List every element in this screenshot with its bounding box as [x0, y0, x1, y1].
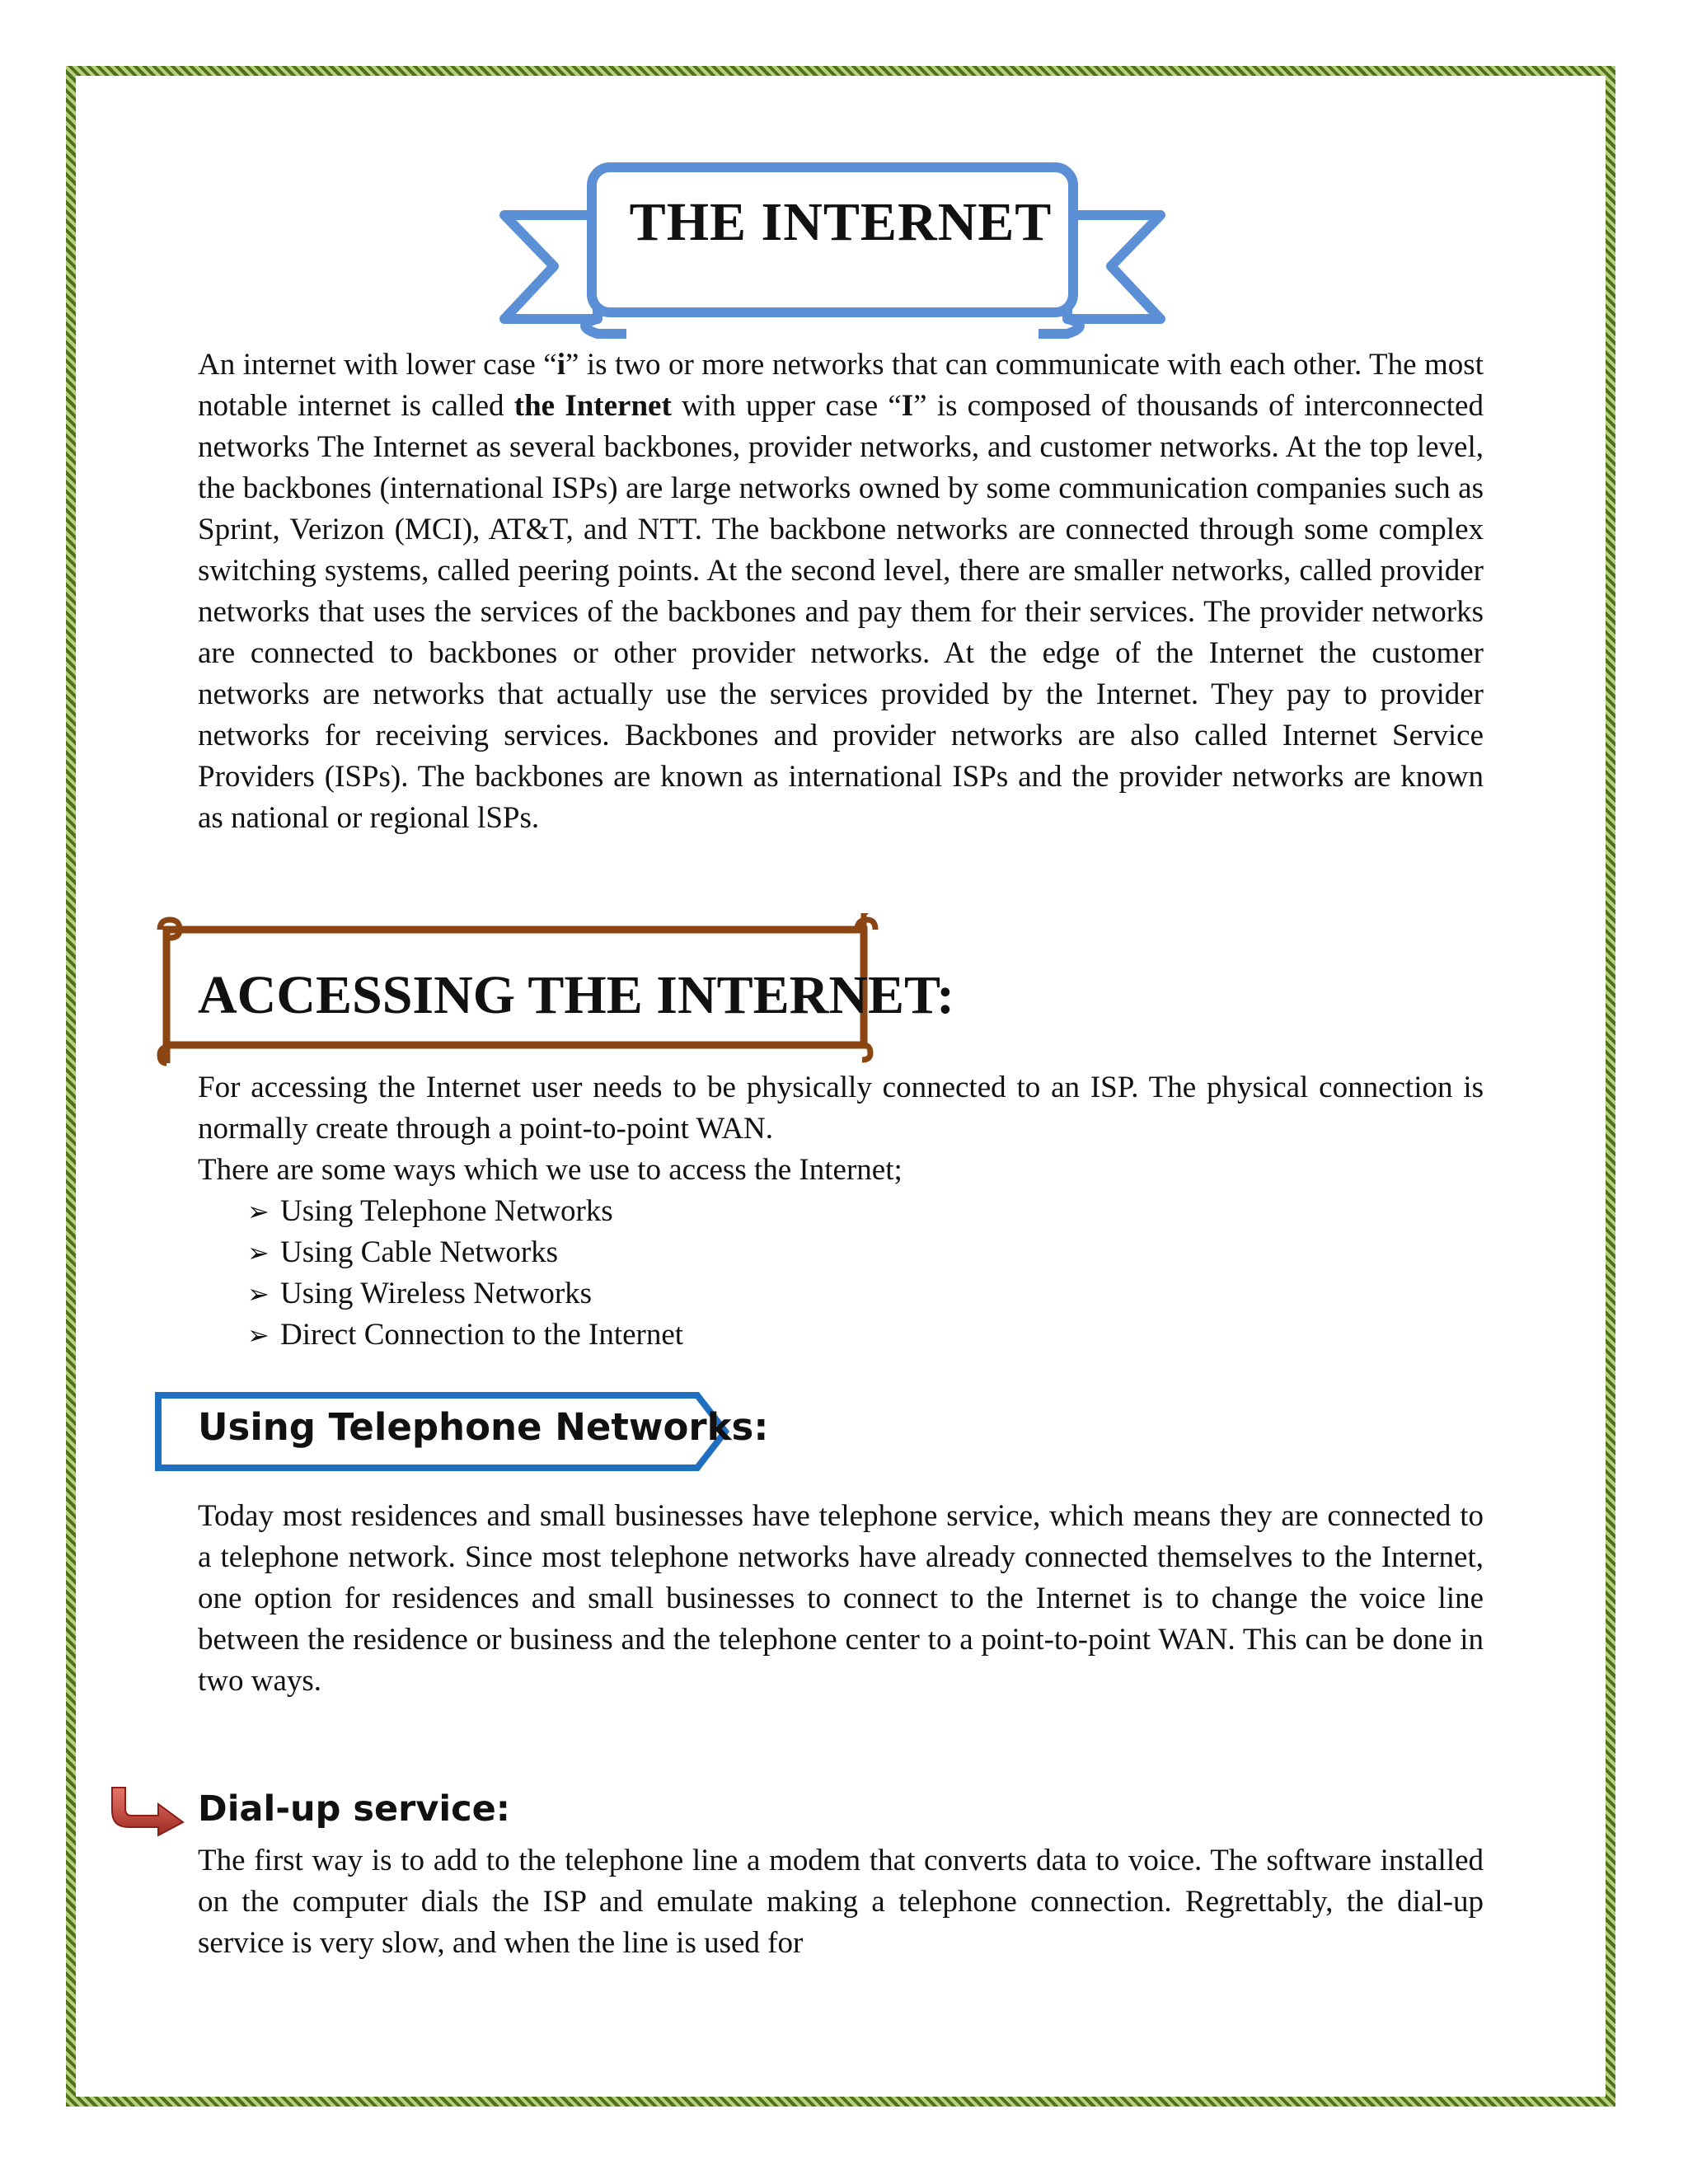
telephone-paragraph — [198, 1496, 1484, 1702]
intro-bold-i: i — [556, 348, 565, 382]
intro-text-2: ” is two or more networks that can communicate with each other. The most notable internet is called — [198, 348, 1484, 423]
list-item — [247, 1232, 1484, 1273]
intro-bold-capital-i: I — [901, 389, 914, 423]
list-item — [247, 1273, 1484, 1315]
intro-text-1: An internet with lower case “ — [198, 348, 557, 382]
telephone-text: Today most residences and small businesses have telephone service, which means they are connected to a telephone network. Since most telephone networks have already connected themselves to the Internet, one option for residences and small businesses to connect to the Internet is to change the voice line between the residence or business and the telephone center to a point-to-point WAN. This can be done in two ways. — [198, 1499, 1484, 1698]
page-title: THE INTERNET — [629, 192, 1053, 252]
arrow-bullet-icon: ➢ — [247, 1238, 270, 1268]
intro-paragraph — [198, 344, 1484, 839]
intro-text-3: with upper case “ — [671, 389, 902, 423]
list-item-label: Direct Connection to the Internet — [280, 1318, 684, 1352]
section-title-telephone: Using Telephone Networks: — [198, 1405, 769, 1449]
section-title-dialup: Dial-up service: — [198, 1788, 510, 1830]
list-item-label: Using Wireless Networks — [280, 1277, 593, 1310]
list-item-label: Using Telephone Networks — [280, 1194, 613, 1228]
list-item-label: Using Cable Networks — [280, 1235, 559, 1269]
arrow-bullet-icon: ➢ — [247, 1320, 270, 1350]
arrow-bullet-icon: ➢ — [247, 1197, 270, 1226]
accessing-paragraph: For accessing the Internet user needs to be physically connected to an ISP. The physical connection is normally create through a point-to-point WAN. — [198, 1071, 1484, 1146]
intro-text-4: ” is composed of thousands of interconnected networks The Internet as several backbones, provider networks, and customer networks. At the top level, the backbones (international ISPs) are large networks owned by some communication companies such as Sprint, Verizon (MCI), AT&T, and NTT. The backbone networks are connected through some complex switching systems, called peering points. At the second level, there are smaller networks, called provider networks that uses the services of the backbones and pay them for their services. The provider networks are connected to backbones or other provider networks. At the edge of the Internet the customer networks are networks that actually use the services provided by the Internet. They pay to provider networks for receiving services. Backbones and provider networks are also called Internet Service Providers (ISPs). The backbones are known as international ISPs and the provider networks are known as national or regional lSPs. — [198, 389, 1484, 835]
dialup-text: The first way is to add to the telephone line a modem that converts data to voice. The software installed on the computer dials the ISP and emulate making a telephone connection. Regrettably, the dial-up service is very slow, and when the line is used for — [198, 1844, 1484, 1960]
list-item — [247, 1315, 1484, 1356]
accessing-lead: There are some ways which we use to access the Internet; — [198, 1153, 903, 1187]
dialup-paragraph — [198, 1840, 1484, 1964]
access-methods-list — [198, 1191, 1484, 1356]
section-title-accessing: ACCESSING THE INTERNET: — [198, 965, 955, 1025]
accessing-section — [198, 1067, 1484, 1356]
curved-arrow-icon — [107, 1784, 186, 1837]
arrow-bullet-icon: ➢ — [247, 1279, 270, 1309]
intro-bold-the-internet: the Internet — [513, 389, 672, 423]
list-item — [247, 1191, 1484, 1232]
